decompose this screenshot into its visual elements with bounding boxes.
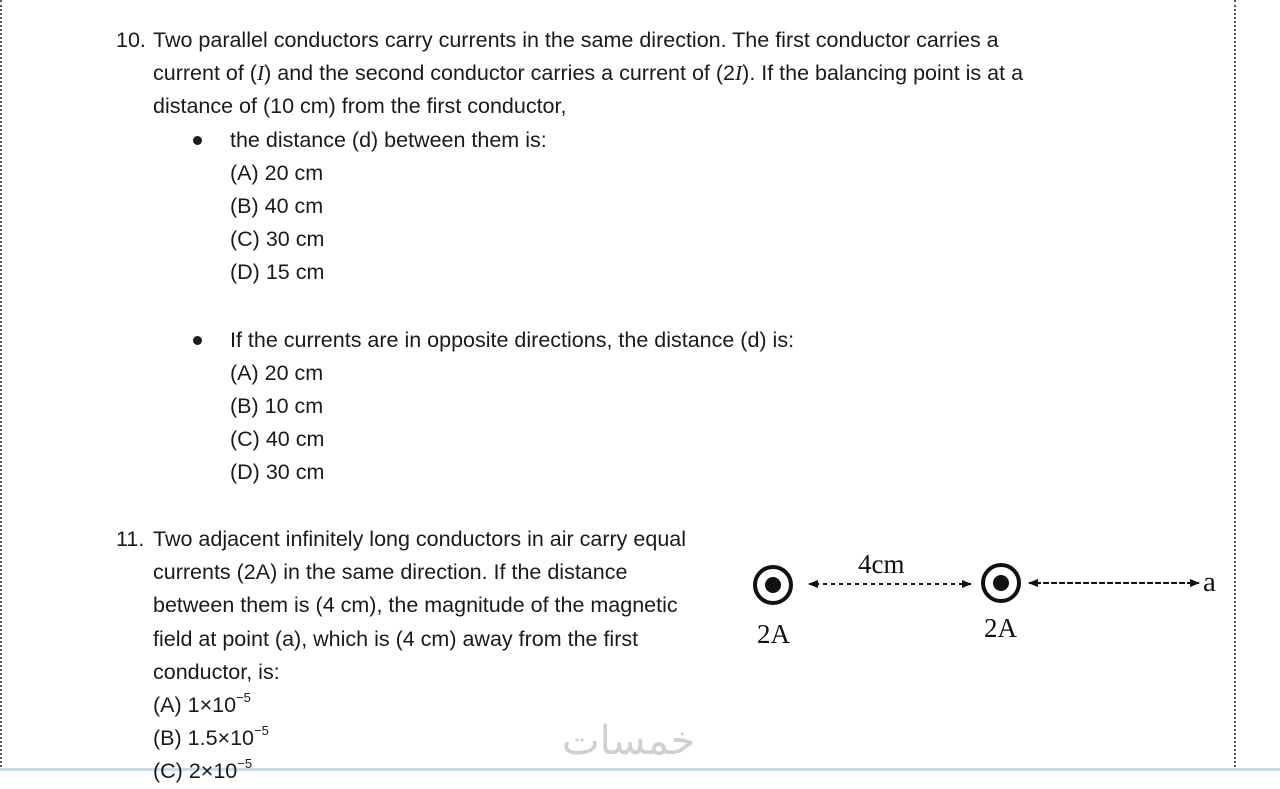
conductors-diagram bbox=[745, 545, 1225, 655]
option-d: (D) 30 cm bbox=[230, 460, 325, 485]
bullet-icon bbox=[193, 336, 202, 345]
conductor-1-label: 2A bbox=[757, 619, 790, 649]
conductor-2-out-icon bbox=[983, 565, 1019, 601]
question-number: 10. bbox=[116, 28, 146, 52]
question-line: conductor, is: bbox=[153, 659, 280, 684]
question-line: current of (I) and the second conductor carries a current of (2I). If the balancing point is at a bbox=[153, 61, 1024, 86]
question-line: distance of (10 cm) from the first conductor, bbox=[153, 94, 567, 119]
option-c: (C) $2\times 10^{-5}$ bbox=[153, 756, 253, 784]
question-line: Two parallel conductors carry currents in the same direction. The first conductor carries a bbox=[153, 28, 999, 52]
sub-question-2 bbox=[230, 324, 1116, 490]
sub-question-prompt: If the currents are in opposite directions, the distance (d) is: bbox=[230, 327, 795, 352]
sub-question-prompt: the distance (d) between them is: bbox=[230, 127, 547, 152]
option-b: (B) 10 cm bbox=[230, 394, 324, 419]
distance-label: 4cm bbox=[858, 549, 905, 579]
option-b: (B) $1.5\times 10^{-5}$ bbox=[153, 723, 269, 751]
option-b: (B) 40 cm bbox=[230, 194, 324, 219]
option-d: (D) 15 cm bbox=[230, 260, 325, 285]
watermark: خمسات bbox=[562, 718, 696, 764]
question-line: Two adjacent infinitely long conductors in air carry equal bbox=[153, 527, 687, 551]
question-number: 11. bbox=[116, 527, 145, 551]
conductor-1-out-icon bbox=[755, 567, 791, 603]
sub-question-1 bbox=[230, 124, 1116, 290]
question-line: currents (2A) in the same direction. If the distance bbox=[153, 560, 628, 585]
page-border-right bbox=[1234, 0, 1236, 771]
question-line: field at point (a), which is (4 cm) away from the first bbox=[153, 626, 639, 651]
conductor-2-label: 2A bbox=[984, 613, 1017, 643]
question-10-body bbox=[153, 24, 1116, 124]
question-10 bbox=[116, 24, 1116, 490]
question-line: between them is (4 cm), the magnitude of the magnetic bbox=[153, 593, 678, 618]
page-border-left bbox=[0, 0, 2, 771]
point-a-label: a bbox=[1203, 566, 1216, 598]
option-c: (C) 40 cm bbox=[230, 427, 325, 452]
option-a: (A) $1\times 10^{-5}$ bbox=[153, 689, 251, 718]
bullet-icon bbox=[193, 136, 202, 145]
option-a: (A) 20 cm bbox=[230, 360, 324, 385]
option-a: (A) 20 cm bbox=[230, 160, 324, 185]
option-c: (C) 30 cm bbox=[230, 227, 325, 252]
